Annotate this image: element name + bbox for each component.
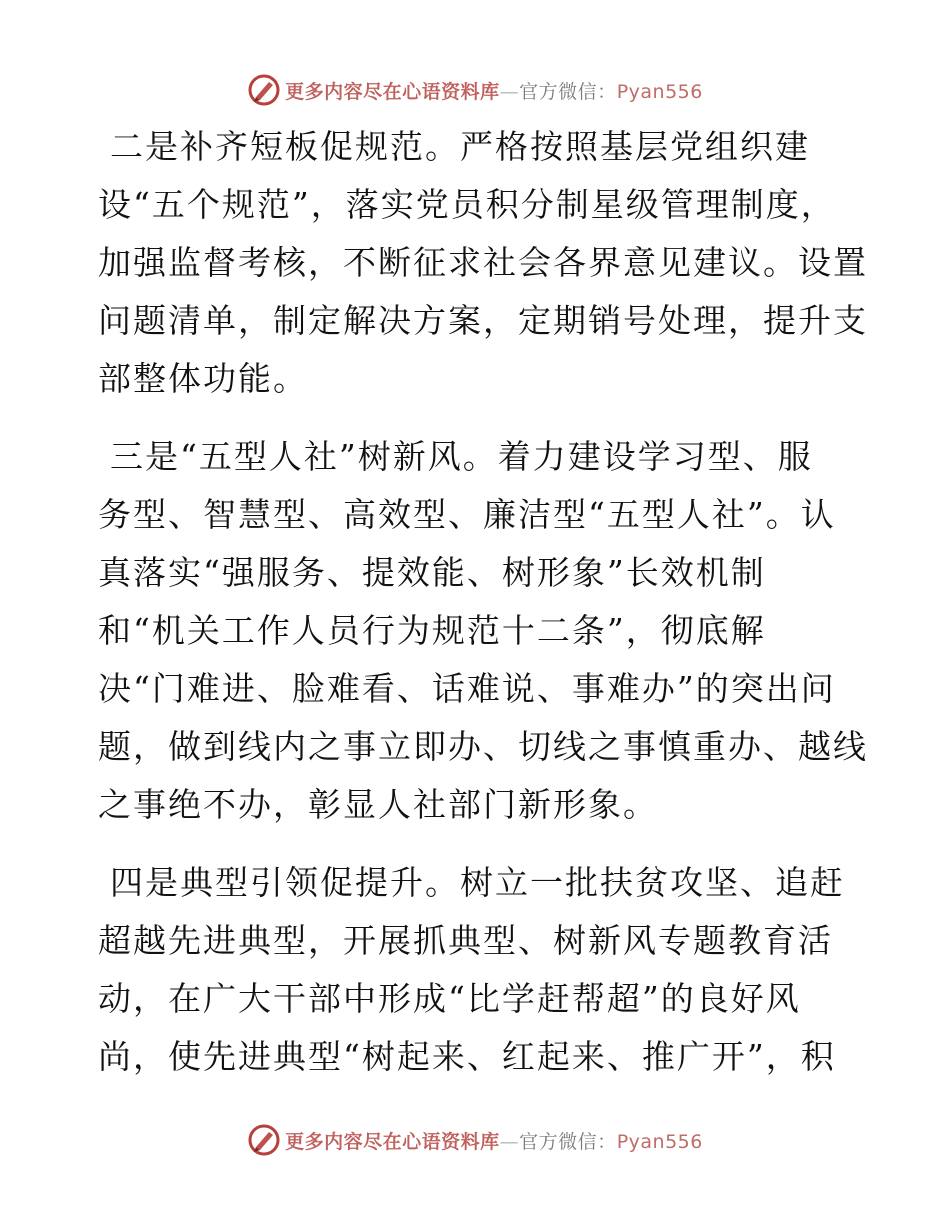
watermark-brand: 更多内容尽在心语资料库: [285, 80, 500, 103]
watermark-text: [285, 1127, 703, 1154]
watermark-separator: —: [499, 1130, 520, 1153]
text-line: 和“机关工作人员行为规范十二条”，彻底解: [98, 611, 766, 650]
watermark-brand: 更多内容尽在心语资料库: [285, 1130, 500, 1153]
pen-logo-icon: [247, 73, 281, 107]
text-line: 动，在广大干部中形成“比学赶帮超”的良好风: [98, 979, 801, 1018]
watermark-wechat-id: Pyan556: [616, 1130, 703, 1153]
watermark-text: [285, 77, 703, 104]
text-line: 真落实“强服务、提效能、树形象”长效机制: [98, 553, 766, 592]
text-line: 务型、智慧型、高效型、廉洁型“五型人社”。认: [98, 495, 836, 534]
text-line: 决“门难进、脸难看、话难说、事难办”的突出问: [98, 669, 836, 708]
text-line: 三是“五型人社”树新风。着力建设学习型、服: [110, 437, 813, 476]
text-line: 题，做到线内之事立即办、切线之事慎重办、越线: [98, 727, 868, 766]
paragraph-1: [98, 118, 868, 408]
text-line: 之事绝不办，彰显人社部门新形象。: [98, 785, 658, 824]
text-line: 四是典型引领促提升。树立一批扶贫攻坚、追赶: [110, 863, 845, 902]
pen-logo-icon: [247, 1123, 281, 1157]
document-body: [98, 118, 868, 1106]
text-line: 问题清单，制定解决方案，定期销号处理，提升支: [98, 301, 868, 340]
text-line: 超越先进典型，开展抓典型、树新风专题教育活: [98, 921, 833, 960]
text-line: 二是补齐短板促规范。严格按照基层党组织建: [110, 127, 810, 166]
watermark-wechat-id: Pyan556: [616, 80, 703, 103]
paragraph-2: [98, 428, 868, 834]
text-line: 尚，使先进典型“树起来、红起来、推广开”，积: [98, 1037, 836, 1076]
text-line: 加强监督考核，不断征求社会各界意见建议。设置: [98, 243, 868, 282]
text-line: 设“五个规范”，落实党员积分制星级管理制度，: [98, 185, 836, 224]
paragraph-3: [98, 854, 858, 1086]
watermark-label: 官方微信：: [519, 1130, 617, 1153]
footer-watermark: [0, 1120, 950, 1160]
text-line: 部整体功能。: [98, 359, 308, 398]
watermark-separator: —: [499, 80, 520, 103]
header-watermark: [0, 70, 950, 110]
watermark-label: 官方微信：: [519, 80, 617, 103]
